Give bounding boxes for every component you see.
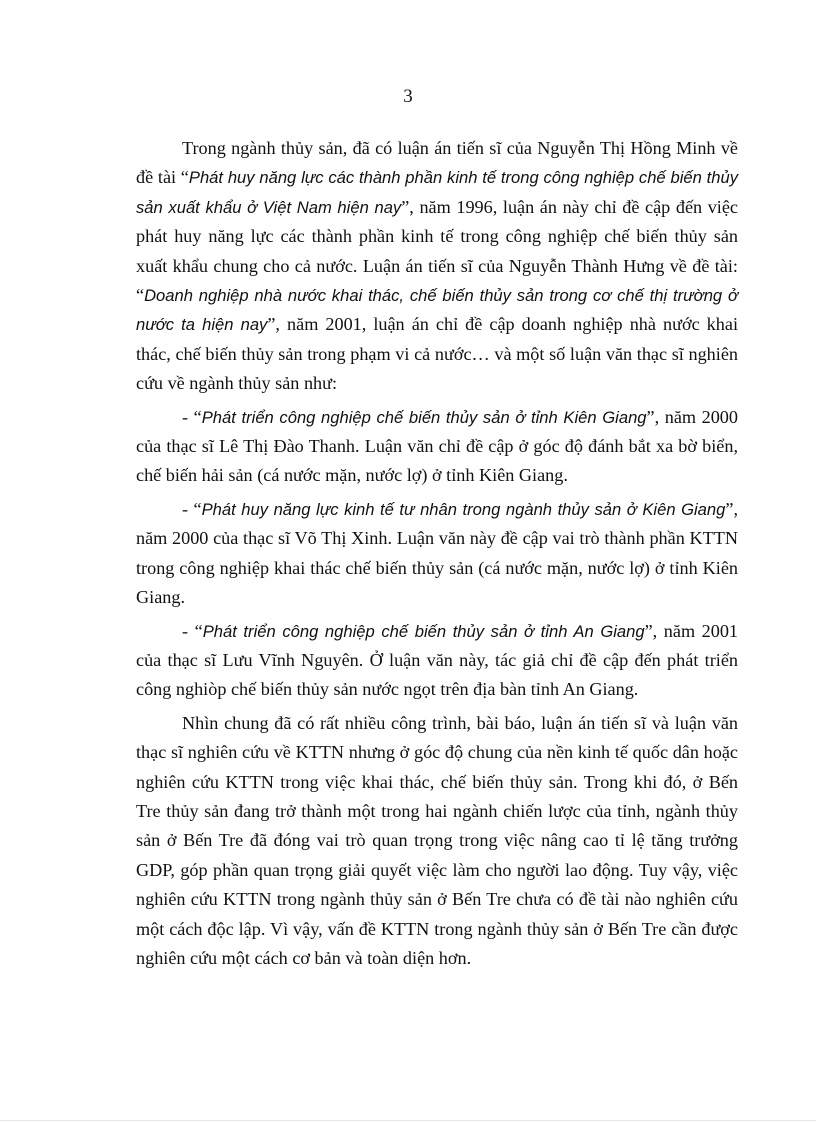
page-bottom-edge: [0, 1120, 816, 1121]
paragraph-thesis-an-giang: [136, 617, 738, 705]
p4-thesis-title: Phát triển công nghiệp chế biến thủy sản ở tỉnh An Giang: [202, 621, 645, 641]
p1-text-2: ”, năm 1996, luận án này chỉ đề cập đến việc phát huy năng lực các thành phần kinh tế trong công nghiệp chế biến thủy sản xuất khẩu chung cho cả nước. Luận án tiến sĩ của Nguyễn Thành Hưng về đề tài: “: [136, 196, 738, 306]
paragraph-literature-review: [136, 134, 738, 399]
page-number: 3: [403, 86, 413, 107]
p1-text-1: Trong ngành thủy sản, đã có luận án tiến sĩ của Nguyễn Thị Hồng Minh về đề tài “: [136, 138, 738, 188]
p3-text-1: - “: [182, 498, 202, 519]
p4-text-2: ”, năm 2001 của thạc sĩ Lưu Vĩnh Nguyên. Ở luận văn này, tác giả chỉ đề cập đến phát triển công nghiòp chế biến thủy sản nước ngọt trên địa bàn tỉnh An Giang.: [136, 620, 739, 700]
p3-text-2: ”, năm 2000 của thạc sĩ Võ Thị Xinh. Luận văn này đề cập vai trò thành phần KTTN trong công nghiệp khai thác chế biến thủy sản (cá nước mặn, nước lợ) ở tỉnh Kiên Giang.: [136, 498, 738, 608]
p1-thesis-title-2: Doanh nghiệp nhà nước khai thác, chế biến thủy sản trong cơ chế thị trường ở nước ta hiện nay: [136, 286, 738, 335]
p1-text-3: ”, năm 2001, luận án chỉ đề cập doanh nghiệp nhà nước khai thác, chế biến thủy sản trong phạm vi cả nước… và một số luận văn thạc sĩ nghiên cứu về ngành thủy sản như:: [136, 314, 738, 394]
p2-text-2: ”, năm 2000 của thạc sĩ Lê Thị Đào Thanh. Luận văn chỉ đề cập ở góc độ đánh bắt xa bờ biển, chế biến hải sản (cá nước mặn, nước lợ) ở tỉnh Kiên Giang.: [136, 406, 738, 486]
paragraph-thesis-kien-giang-1: [136, 403, 738, 491]
paragraph-thesis-kien-giang-2: [136, 495, 738, 613]
p3-thesis-title: Phát huy năng lực kinh tế tư nhân trong ngành thủy sản ở Kiên Giang: [201, 499, 726, 519]
p2-text-1: - “: [182, 406, 202, 427]
p4-text-1: - “: [182, 620, 203, 641]
paragraph-summary: Nhìn chung đã có rất nhiều công trình, bài báo, luận án tiến sĩ và luận văn thạc sĩ nghiên cứu về KTTN nhưng ở góc độ chung của nền kinh tế quốc dân hoặc nghiên cứu KTTN trong việc khai thác, chế biến thủy sản. Trong khi đó, ở Bến Tre thủy sản đang trở thành một trong hai ngành chiến lược của tỉnh, ngành thủy sản ở Bến Tre đã đóng vai trò quan trọng trong việc nâng cao tỉ lệ tăng trưởng GDP, góp phần quan trọng giải quyết việc làm cho người lao động. Tuy vậy, việc nghiên cứu KTTN trong ngành thủy sản ở Bến Tre chưa có đề tài nào nghiên cứu một cách độc lập. Vì vậy, vấn đề KTTN trong ngành thủy sản ở Bến Tre cần được nghiên cứu một cách cơ bản và toàn diện hơn.: [136, 712, 738, 968]
body-text: [136, 134, 738, 973]
p2-thesis-title: Phát triển công nghiệp chế biến thủy sản ở tỉnh Kiên Giang: [201, 407, 647, 427]
p1-thesis-title-1: Phát huy năng lực các thành phần kinh tế trong công nghiệp chế biến thủy sản xuất khẩu ở Việt Nam hiện nay: [136, 168, 738, 217]
